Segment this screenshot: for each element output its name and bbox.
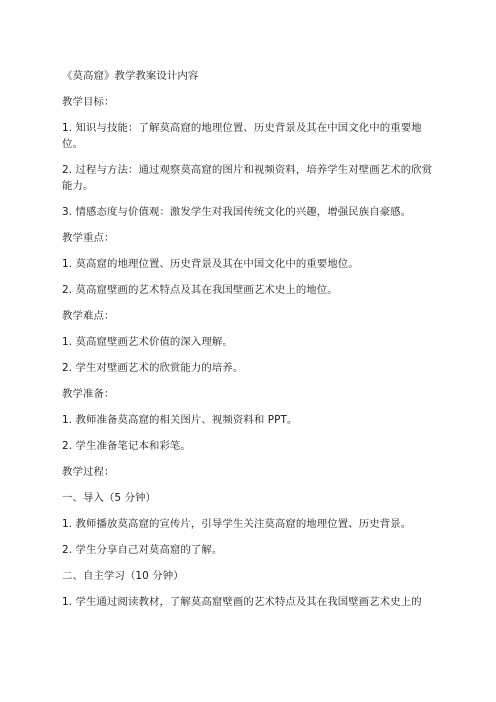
objective-item: 2. 过程与方法：通过观察莫高窟的图片和视频资料，培养学生对壁画艺术的欣赏能力。 — [62, 164, 433, 192]
section-heading-preparation: 教学准备： — [62, 388, 115, 400]
document-title: 《莫高窟》教学教案设计内容 — [62, 70, 199, 82]
document-body — [62, 68, 434, 620]
section-heading-process: 教学过程： — [62, 466, 115, 478]
section-heading-key-points: 教学重点： — [62, 232, 115, 244]
difficulty-item: 2. 学生对壁画艺术的欣赏能力的培养。 — [62, 362, 244, 374]
objective-item: 3. 情感态度与价值观：激发学生对我国传统文化的兴趣，增强民族自豪感。 — [62, 206, 412, 218]
process-step-heading: 一、导入（5 分钟） — [62, 492, 157, 504]
section-heading-difficulties: 教学难点： — [62, 310, 115, 322]
difficulty-item: 1. 莫高窟壁画艺术价值的深入理解。 — [62, 336, 233, 348]
process-step-heading: 二、自主学习（10 分钟） — [62, 570, 184, 582]
key-point-item: 1. 莫高窟的地理位置、历史背景及其在中国文化中的重要地位。 — [62, 258, 359, 270]
objective-item: 1. 知识与技能：了解莫高窟的地理位置、历史背景及其在中国文化中的重要地位。 — [62, 122, 422, 150]
key-point-item: 2. 莫高窟壁画的艺术特点及其在我国壁画艺术史上的地位。 — [62, 284, 338, 296]
preparation-item: 1. 教师准备莫高窟的相关图片、视频资料和 PPT。 — [62, 414, 298, 426]
section-heading-objectives: 教学目标： — [62, 96, 115, 108]
process-item: 1. 学生通过阅读教材，了解莫高窟壁画的艺术特点及其在我国壁画艺术史上的 — [62, 596, 422, 608]
process-item: 1. 教师播放莫高窟的宣传片，引导学生关注莫高窟的地理位置、历史背景。 — [62, 518, 412, 530]
process-item: 2. 学生分享自己对莫高窟的了解。 — [62, 544, 223, 556]
preparation-item: 2. 学生准备笔记本和彩笔。 — [62, 440, 191, 452]
